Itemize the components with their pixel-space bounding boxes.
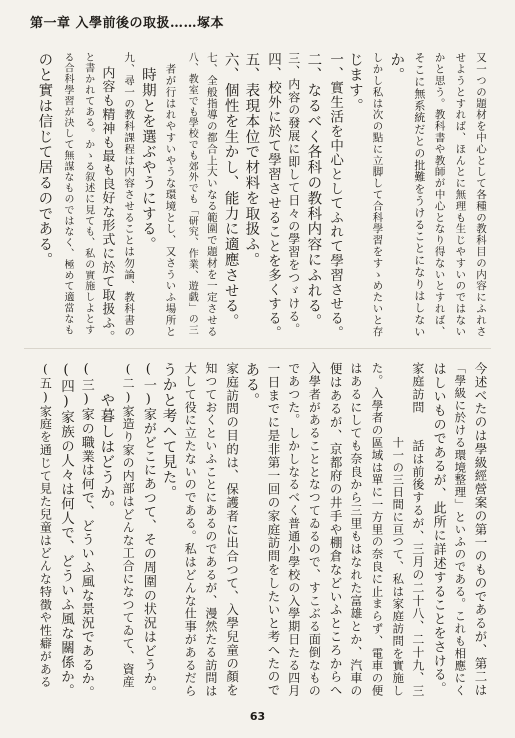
text-line: 家庭訪問の目的は、保護者に出合つて、入學兒童の顏を (224, 362, 240, 697)
text-line: はあるにしても奈良から三里もはなれた富雄とか、汽車の (348, 362, 363, 698)
text-line: 内容も精神も最も良好な形式に於て取扱ふ。 (99, 52, 115, 344)
text-line: (五)家庭を通じて見た兒童はどんな特徴や性癖がある (38, 362, 53, 689)
text-line: 七、全般指導の都合上大いなる範圍で題材を一定させる (205, 52, 218, 337)
text-line: 時期とを選ぶやうにする。 (139, 52, 156, 253)
text-line: ある。 (243, 362, 260, 409)
page-number: 63 (249, 710, 266, 723)
text-line: た。入學者の區域は單に一方里の奈良に止まらず、電車の便 (370, 362, 385, 697)
text-line: そこに無系統だとの批難をうけることになりはしない (412, 52, 426, 338)
text-line: 三、内容の發展に即して日々の學習をつゞける。 (286, 52, 301, 336)
text-line: 十一の三日間に亘つて、私は家庭訪問を實施し (391, 362, 406, 697)
text-line: (一)家がどこにあつて、その周圍の状況はどうか。 (140, 362, 156, 700)
text-line: であつた。しかしなるべく普通小學校の入學期日たる四月 (286, 362, 301, 698)
text-line: 入學者があることとなつてゐるので、すこぶる面倒なもの (307, 362, 322, 698)
text-line: 大して役に立たないのである。私はどんな仕事があるだら (183, 362, 198, 698)
text-line: しかし私は次の點に立脚して合科學習をすゝめたいと存 (371, 52, 384, 337)
text-line: 二、なるべく各科の教科内容にふれる。 (305, 52, 322, 330)
text-line: る合科學習が決して無謀なものではなく、極めて適當なも (62, 52, 73, 336)
text-line: 知つておくといふことにあるのであるが、漫然たる訪問は (203, 362, 218, 698)
text-line: (四)家族の人々は何人で、どういふ風な關係か。 (58, 362, 74, 699)
text-line: 一日までに是非第一回の家庭訪問をしたいと考へたので (266, 362, 281, 697)
text-line: 今述べたのは學級經營案の第一のものであるが、第二は (473, 362, 488, 697)
text-line: 一、實生活を中心としてふれて學習させる。 (327, 52, 344, 340)
text-line: 便はあるが、京都府の井手や棚倉などいふところからへ (328, 362, 344, 697)
text-line: 五、表現本位で材料を取扱ふ。 (243, 52, 260, 268)
text-line: はしいものであるが、此所に詳述することをさける。 (430, 362, 446, 696)
text-line: うかと考へて見た。 (160, 362, 177, 501)
text-line: 四、校外に於て學習させることを多くする。 (265, 52, 281, 340)
text-line: 者が行はれやすいやうな環境とし、又さういふ場所と (164, 52, 177, 337)
text-line: 家庭訪問 話は前後するが、三月の二十八、二十九、三 (410, 362, 425, 698)
text-line: 八、教室でも學校でも郊外でも「研究、作業、遊戯」の三 (186, 52, 198, 336)
text-line: 又一つの題材を中心として各種の教科目の内容にふれさ (475, 52, 487, 337)
text-line: 「學級に於ける環境整理」といふのである。これも相應にく (453, 362, 468, 697)
text-line: じます。 (346, 52, 363, 114)
text-line: や暮しはどうか。 (98, 362, 115, 516)
text-line: か。 (388, 52, 405, 83)
running-header: 第一章 入學前後の取扱……塚本 (30, 16, 225, 31)
text-line: 九、尋一の教科課程は内容させることは勿論、教科書の (123, 52, 136, 337)
text-line: と書かれてある。かゝる叙述に見ても、私の實施しよとす (82, 52, 94, 336)
text-line: (三)家の職業は何で、どういふ風な景況であるか。 (78, 362, 94, 700)
section-divider (24, 348, 491, 349)
text-line: 六、個性を生かし、能力に適應させる。 (222, 52, 239, 330)
text-line: せようとすれば、ほんとに無理も生じやすいのではない (454, 52, 467, 337)
text-line: (二)家造り家の内部はどんな工合になつてゐて、資産 (121, 362, 136, 689)
text-line: のと實は信じて居るのである。 (36, 52, 53, 268)
text-line: かと思う。教科書や教師が中心となり得ないとすれば、 (433, 52, 446, 337)
